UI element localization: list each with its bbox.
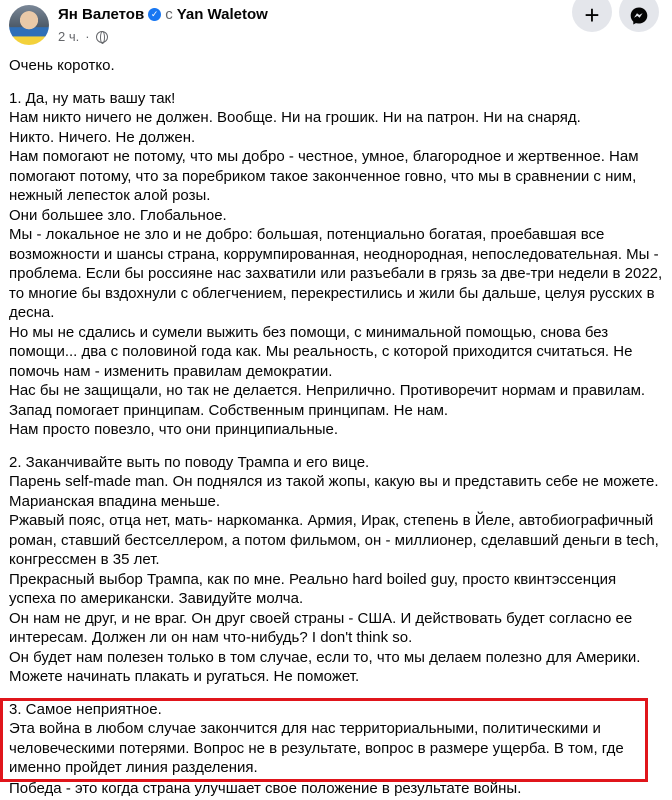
text-line: десна. bbox=[9, 304, 55, 321]
highlight-box bbox=[0, 698, 648, 782]
section-1 bbox=[9, 89, 664, 440]
last-text-line: Победа - это когда страна улучшает свое положение в результате войны. bbox=[9, 780, 522, 797]
text-line: Ржавый пояс, отца нет, мать- наркоманка. Армия, Ирак, степень в Йеле, автобиографичный bbox=[9, 512, 654, 529]
text-line: именно пройдет линия разделения. bbox=[9, 759, 258, 776]
post-time[interactable]: 2 ч. bbox=[58, 29, 80, 44]
text-line: человеческими потерями. Вопрос не в результате, вопрос в размере ущерба. В том, где bbox=[9, 739, 624, 757]
messenger-button[interactable] bbox=[619, 0, 659, 32]
text-line: возможности и шансы страна, коррумпированная, неоднородная, непоследовательная. Мы - bbox=[9, 245, 659, 263]
section-2 bbox=[9, 453, 664, 687]
text-line: успеха по американски. Завидуйте молча. bbox=[9, 590, 304, 607]
text-line: Они большее зло. Глобальное. bbox=[9, 206, 227, 224]
author-line bbox=[58, 6, 268, 23]
post-header bbox=[0, 0, 672, 52]
author-avatar[interactable] bbox=[9, 5, 49, 45]
text-line: помогают потому, что за поребриком такое законченное говно, что мы в сравнении с ним, bbox=[9, 167, 637, 185]
text-line: интересам. Должен ли он нам что-нибудь? I don't think so. bbox=[9, 629, 413, 646]
text-line: Нам никто ничего не должен. Вообще. Ни на грошик. Ни на патрон. Ни на снаряд. bbox=[9, 109, 581, 126]
text-line: Можете начинать плакать и ругаться. Не поможет. bbox=[9, 668, 360, 685]
coauthor-name[interactable]: Yan Waletow bbox=[176, 6, 268, 23]
text-line: Парень self-made man. Он поднялся из такой жопы, какую вы и представить себе не можете. bbox=[9, 473, 659, 490]
post-meta bbox=[58, 29, 108, 44]
text-line: то многие бы вздохнули с облегчением, перекрестились и жили бы дальше, целуя русских в bbox=[9, 284, 655, 302]
text-line: Нам помогают не потому, что мы добро - честное, умное, благородное и жертвенное. Нам bbox=[9, 148, 639, 165]
text-line: проблема. Если бы россияне нас захватили или разъебали в грязь за две-три недели в 2022, bbox=[9, 265, 663, 282]
text-line: Эта война в любом случае закончится для нас территориальными, политическими и bbox=[9, 720, 601, 737]
create-button[interactable] bbox=[572, 0, 612, 32]
text-line: нежный лепесток алой розы. bbox=[9, 187, 211, 204]
text-line: Он будет нам полезен только в том случае, если то, что мы делаем полезно для Америки. bbox=[9, 648, 641, 666]
text-line: Никто. Ничего. Не должен. bbox=[9, 128, 196, 146]
text-line: конгрессмен в 35 лет. bbox=[9, 551, 160, 568]
text-line: Нам просто повезло, что они принципиальные. bbox=[9, 421, 339, 438]
author-name[interactable]: Ян Валетов bbox=[58, 6, 145, 23]
meta-separator: · bbox=[85, 29, 90, 44]
messenger-icon bbox=[629, 6, 649, 26]
plus-icon: + bbox=[584, 0, 600, 30]
globe-icon bbox=[96, 31, 108, 43]
text-line: Нас бы не защищали, но так не делается. Неприлично. Противоречит нормам и правилам. bbox=[9, 382, 646, 399]
with-word: с bbox=[165, 6, 173, 23]
post-body bbox=[9, 56, 664, 791]
text-line: Прекрасный выбор Трампа, как по мне. Реально hard boiled guy, просто квинтэссенция bbox=[9, 570, 617, 588]
text-line: 1. Да, ну мать вашу так! bbox=[9, 89, 176, 107]
text-line: помочь нам - изменить правилам демократии. bbox=[9, 362, 333, 380]
text-line: 2. Заканчивайте выть по поводу Трампа и его вице. bbox=[9, 453, 370, 471]
text-line: помощи... два с половиной года как. Мы реальность, с которой приходится считаться. Не bbox=[9, 343, 633, 360]
text-line: роман, ставший бестселлером, а потом фильмом, он - миллионер, сделавший деньги в tech, bbox=[9, 531, 659, 549]
text-line: Он нам не друг, и не враг. Он друг своей страны - США. И действовать будет согласно ее bbox=[9, 609, 633, 627]
text-line: Мы - локальное не зло и не добро: большая, потенциально богатая, проебавшая все bbox=[9, 226, 605, 243]
text-line: Запад помогает принципам. Собственным принципам. Не нам. bbox=[9, 401, 449, 419]
text-line: Марианская впадина меньше. bbox=[9, 492, 221, 510]
text-line: 3. Самое неприятное. bbox=[9, 700, 162, 718]
post-intro: Очень коротко. bbox=[9, 57, 115, 74]
text-line: Но мы не сдались и сумели выжить без помощи, с минимальной помощью, снова без bbox=[9, 323, 609, 341]
verified-badge-icon: ✓ bbox=[148, 8, 161, 21]
